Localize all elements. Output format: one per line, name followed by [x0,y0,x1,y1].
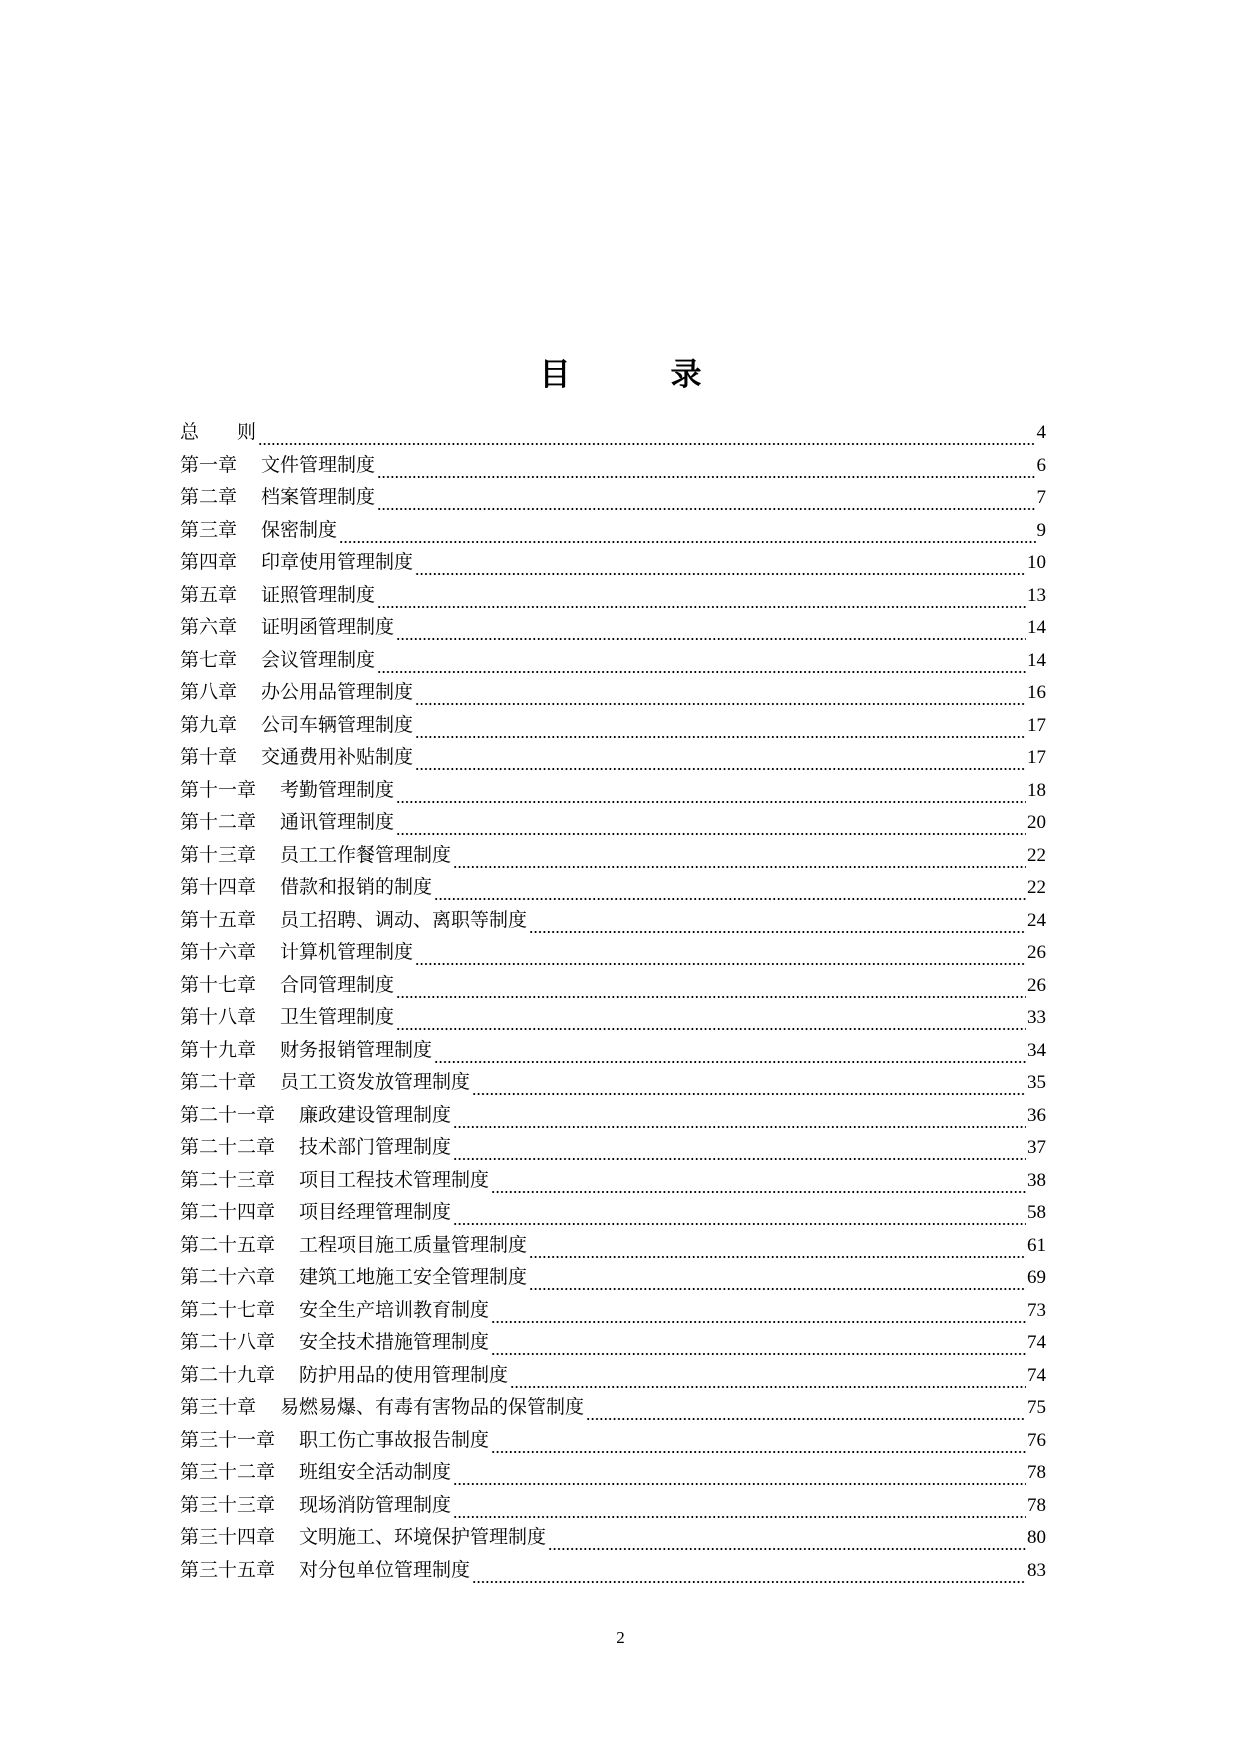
toc-entry[interactable] [180,741,1046,774]
page-ref: 22 [1027,844,1046,866]
chapter-name: 现场消防管理制度 [299,1493,452,1516]
chapter-name: 对分包单位管理制度 [299,1558,471,1581]
chapter-name: 防护用品的使用管理制度 [299,1363,509,1386]
chapter-name: 安全技术措施管理制度 [299,1331,490,1353]
dot-leader [491,1317,1026,1326]
chapter-name: 保密制度 [261,518,338,541]
toc-entry[interactable] [180,1489,1046,1522]
chapter-name: 项目工程技术管理制度 [299,1168,490,1191]
toc-entry[interactable] [180,1359,1046,1392]
chapter-name: 办公用品管理制度 [261,681,414,703]
chapter-name: 员工招聘、调动、离职等制度 [280,908,528,931]
chapter-number: 第二章 [180,486,238,508]
chapter-name: 班组安全活动制度 [299,1461,452,1483]
chapter-number: 第二十九章 [180,1363,276,1386]
page-ref: 36 [1027,1104,1046,1126]
page-ref: 7 [1036,487,1046,508]
toc-entry[interactable] [180,1521,1046,1554]
chapter-number: 第十一章 [180,778,257,801]
chapter-number: 第三章 [180,518,238,541]
dot-leader [586,1415,1026,1424]
toc-entry[interactable] [180,1001,1046,1034]
dot-leader [472,1090,1026,1099]
chapter-name: 安全生产培训教育制度 [299,1298,490,1321]
page-ref: 73 [1027,1299,1046,1321]
dot-leader [415,732,1026,741]
dot-leader [529,1252,1026,1261]
toc-entry[interactable] [180,774,1046,807]
dot-leader [339,537,1035,546]
chapter-name: 员工工资发放管理制度 [280,1071,471,1093]
toc-entry[interactable] [180,1229,1046,1262]
chapter-name: 员工工作餐管理制度 [280,843,452,866]
dot-leader [453,862,1026,871]
dot-leader [472,1577,1026,1586]
page-ref: 33 [1027,1007,1046,1028]
chapter-number: 第五章 [180,583,238,606]
dot-leader [453,1512,1026,1521]
chapter-number: 第十九章 [180,1038,257,1061]
chapter-number: 第十章 [180,746,238,768]
page-ref: 18 [1027,779,1046,801]
page-ref: 75 [1027,1397,1046,1418]
page-ref: 78 [1027,1462,1046,1483]
dot-leader [396,1025,1026,1034]
dot-leader [396,992,1026,1001]
chapter-number: 第八章 [180,681,238,703]
page-ref: 74 [1027,1364,1046,1386]
dot-leader [434,1057,1026,1066]
chapter-number: 第七章 [180,648,238,671]
dot-leader [510,1382,1026,1391]
dot-leader [529,927,1026,936]
dot-leader [258,440,1035,449]
page-ref: 74 [1027,1332,1046,1353]
chapter-number: 第三十一章 [180,1428,276,1451]
page-ref: 13 [1027,584,1046,606]
dot-leader [434,895,1026,904]
page-ref: 34 [1027,1039,1046,1061]
page-ref: 17 [1027,747,1046,768]
toc-entry[interactable] [180,449,1046,482]
chapter-name: 财务报销管理制度 [280,1038,433,1061]
chapter-name: 档案管理制度 [261,486,376,508]
dot-leader [396,797,1026,806]
page-ref: 22 [1027,877,1046,898]
page-ref: 35 [1027,1072,1046,1093]
chapter-name: 技术部门管理制度 [299,1136,452,1158]
toc-entry[interactable] [180,1196,1046,1229]
chapter-number: 第十五章 [180,908,257,931]
dot-leader [377,472,1035,481]
table-of-contents [180,416,1046,1586]
chapter-name: 计算机管理制度 [280,941,414,963]
toc-entry[interactable] [180,709,1046,742]
dot-leader [453,1220,1026,1229]
page-ref: 26 [1027,974,1046,996]
dot-leader [453,1480,1026,1489]
dot-leader [453,1122,1026,1131]
dot-leader [491,1447,1026,1456]
toc-entry[interactable] [180,904,1046,937]
toc-entry[interactable] [180,514,1046,547]
dot-leader [415,700,1026,709]
toc-entry[interactable] [180,416,1046,449]
chapter-name: 证明函管理制度 [261,616,395,638]
toc-entry[interactable] [180,611,1046,644]
page-ref: 76 [1027,1429,1046,1451]
chapter-name: 公司车辆管理制度 [261,713,414,736]
chapter-number: 第九章 [180,713,238,736]
toc-entry[interactable] [180,481,1046,514]
chapter-number: 第二十四章 [180,1201,276,1223]
chapter-name: 通讯管理制度 [280,811,395,833]
page-ref: 38 [1027,1169,1046,1191]
chapter-number: 第六章 [180,616,238,638]
chapter-number: 第十八章 [180,1006,257,1028]
chapter-number: 第三十章 [180,1396,257,1418]
toc-entry[interactable] [180,1391,1046,1424]
dot-leader [377,667,1026,676]
chapter-name: 项目经理管理制度 [299,1201,452,1223]
toc-entry[interactable] [180,546,1046,579]
chapter-number: 第三十五章 [180,1558,276,1581]
dot-leader [453,1155,1026,1164]
page-ref: 10 [1027,552,1046,573]
toc-title: 目录 [539,357,802,393]
chapter-name: 合同管理制度 [280,973,395,996]
dot-leader [396,635,1026,644]
chapter-number: 总 则 [180,421,257,443]
toc-entry[interactable] [180,1554,1046,1587]
toc-entry[interactable] [180,1131,1046,1164]
toc-entry[interactable] [180,1034,1046,1067]
page-ref: 14 [1027,617,1046,638]
toc-entry[interactable] [180,806,1046,839]
dot-leader [491,1350,1026,1359]
chapter-number: 第二十三章 [180,1168,276,1191]
dot-leader [415,570,1026,579]
toc-entry[interactable] [180,1326,1046,1359]
chapter-name: 职工伤亡事故报告制度 [299,1428,490,1451]
toc-entry[interactable] [180,1099,1046,1132]
page-ref: 24 [1027,909,1046,931]
page-ref: 80 [1027,1527,1046,1548]
chapter-number: 第四章 [180,551,238,573]
chapter-name: 工程项目施工质量管理制度 [299,1233,528,1256]
chapter-number: 第十三章 [180,843,257,866]
chapter-name: 借款和报销的制度 [280,876,433,898]
chapter-number: 第二十二章 [180,1136,276,1158]
page-ref: 4 [1036,422,1046,443]
page-ref: 58 [1027,1202,1046,1223]
toc-entry[interactable] [180,1456,1046,1489]
page-ref: 83 [1027,1559,1046,1581]
chapter-number: 第十七章 [180,973,257,996]
chapter-number: 第二十一章 [180,1103,276,1126]
chapter-number: 第十六章 [180,941,257,963]
dot-leader [491,1187,1026,1196]
toc-entry[interactable] [180,1066,1046,1099]
chapter-name: 印章使用管理制度 [261,551,414,573]
toc-entry[interactable] [180,969,1046,1002]
page-ref: 69 [1027,1267,1046,1288]
dot-leader [415,765,1026,774]
toc-entry[interactable] [180,676,1046,709]
toc-entry[interactable] [180,1294,1046,1327]
toc-entry[interactable] [180,871,1046,904]
toc-entry[interactable] [180,579,1046,612]
chapter-number: 第三十四章 [180,1526,276,1548]
chapter-number: 第二十五章 [180,1233,276,1256]
chapter-number: 第二十六章 [180,1266,276,1288]
dot-leader [548,1545,1026,1554]
dot-leader [415,960,1026,969]
page-ref: 16 [1027,682,1046,703]
chapter-number: 第二十八章 [180,1331,276,1353]
chapter-name: 交通费用补贴制度 [261,746,414,768]
chapter-name: 易燃易爆、有毒有害物品的保管制度 [280,1396,585,1418]
page-ref: 20 [1027,812,1046,833]
chapter-name: 廉政建设管理制度 [299,1103,452,1126]
chapter-name: 卫生管理制度 [280,1006,395,1028]
page-ref: 6 [1036,454,1046,476]
chapter-number: 第十二章 [180,811,257,833]
toc-entry[interactable] [180,1424,1046,1457]
chapter-name: 建筑工地施工安全管理制度 [299,1266,528,1288]
dot-leader [377,602,1026,611]
chapter-number: 第十四章 [180,876,257,898]
chapter-name: 文明施工、环境保护管理制度 [299,1526,547,1548]
toc-entry[interactable] [180,1261,1046,1294]
page-ref: 37 [1027,1137,1046,1158]
page-number: 2 [616,1628,625,1647]
chapter-name: 考勤管理制度 [280,778,395,801]
chapter-number: 第三十二章 [180,1461,276,1483]
page-ref: 78 [1027,1494,1046,1516]
chapter-name: 证照管理制度 [261,583,376,606]
toc-entry[interactable] [180,644,1046,677]
page-ref: 9 [1036,519,1046,541]
dot-leader [396,830,1026,839]
page-ref: 61 [1027,1234,1046,1256]
toc-entry[interactable] [180,1164,1046,1197]
page-ref: 17 [1027,714,1046,736]
chapter-number: 第三十三章 [180,1493,276,1516]
dot-leader [377,505,1035,514]
chapter-number: 第二十章 [180,1071,257,1093]
chapter-name: 会议管理制度 [261,648,376,671]
page-ref: 14 [1027,649,1046,671]
chapter-name: 文件管理制度 [261,453,376,476]
chapter-number: 第一章 [180,453,238,476]
page-ref: 26 [1027,942,1046,963]
toc-entry[interactable] [180,936,1046,969]
toc-entry[interactable] [180,839,1046,872]
dot-leader [529,1285,1026,1294]
chapter-number: 第二十七章 [180,1298,276,1321]
